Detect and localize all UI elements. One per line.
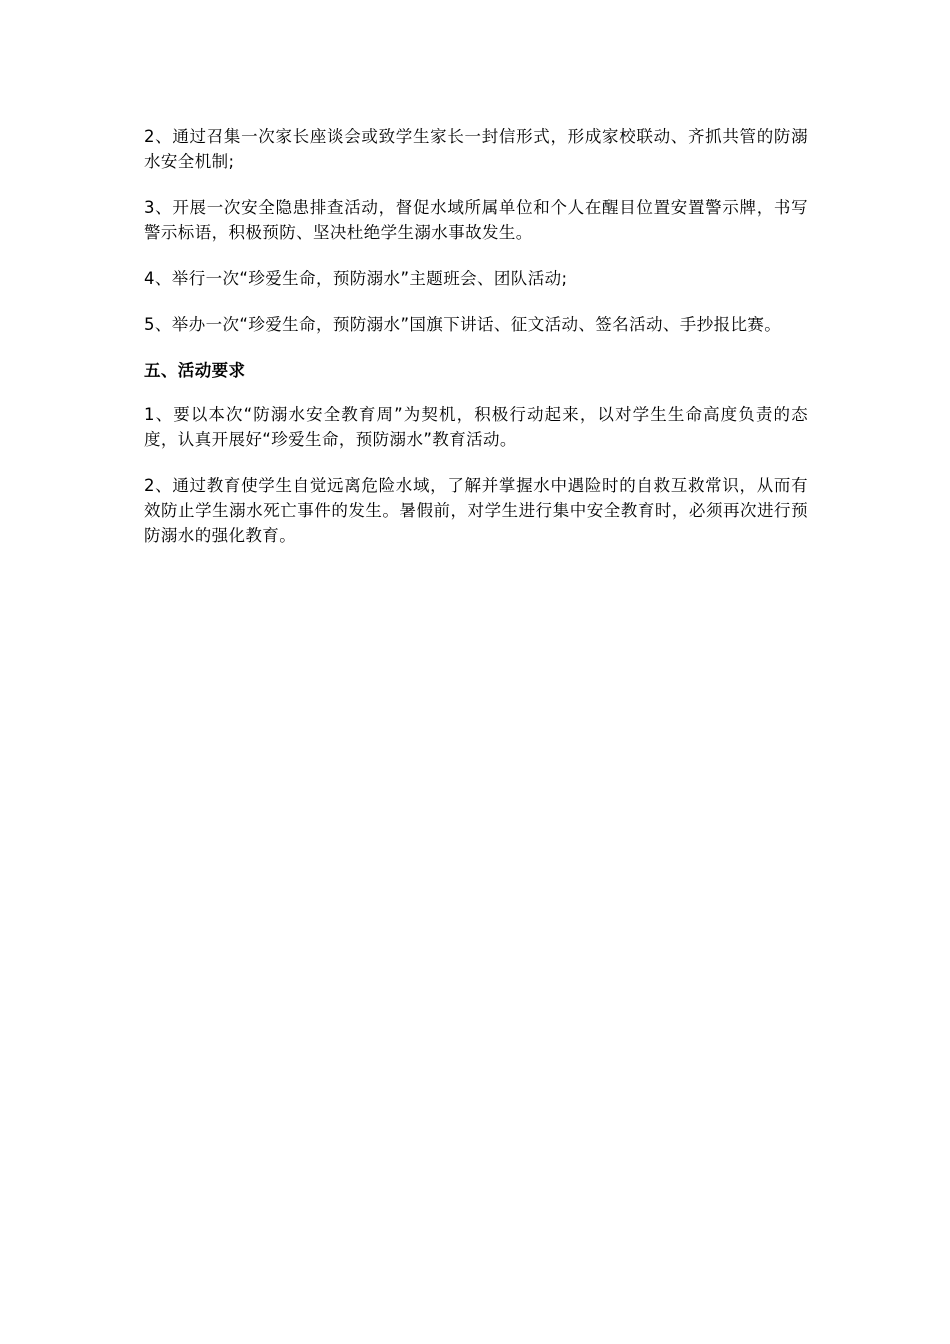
paragraph-item-3: 3、开展一次安全隐患排查活动，督促水域所属单位和个人在醒目位置安置警示牌，书写警示标语，积极预防、坚决杜绝学生溺水事故发生。	[144, 198, 808, 242]
requirement-item-1: 1、要以本次“防溺水安全教育周”为契机，积极行动起来，以对学生生命高度负责的态度，认真开展好“珍爱生命，预防溺水”教育活动。	[144, 405, 808, 449]
paragraph-item-2: 2、通过召集一次家长座谈会或致学生家长一封信形式，形成家校联动、齐抓共管的防溺水安全机制;	[144, 127, 808, 171]
document-body	[144, 124, 808, 569]
paragraph-item-5: 5、举办一次“珍爱生命，预防溺水”国旗下讲话、征文活动、签名活动、手抄报比赛。	[144, 315, 782, 334]
requirement-item-2: 2、通过教育使学生自觉远离危险水域，了解并掌握水中遇险时的自救互救常识，从而有效防止学生溺水死亡事件的发生。暑假前，对学生进行集中安全教育时，必须再次进行预防溺水的强化教育。	[144, 476, 808, 545]
section-heading: 五、活动要求	[144, 361, 246, 380]
paragraph-item-4: 4、举行一次“珍爱生命，预防溺水”主题班会、团队活动;	[144, 269, 568, 288]
